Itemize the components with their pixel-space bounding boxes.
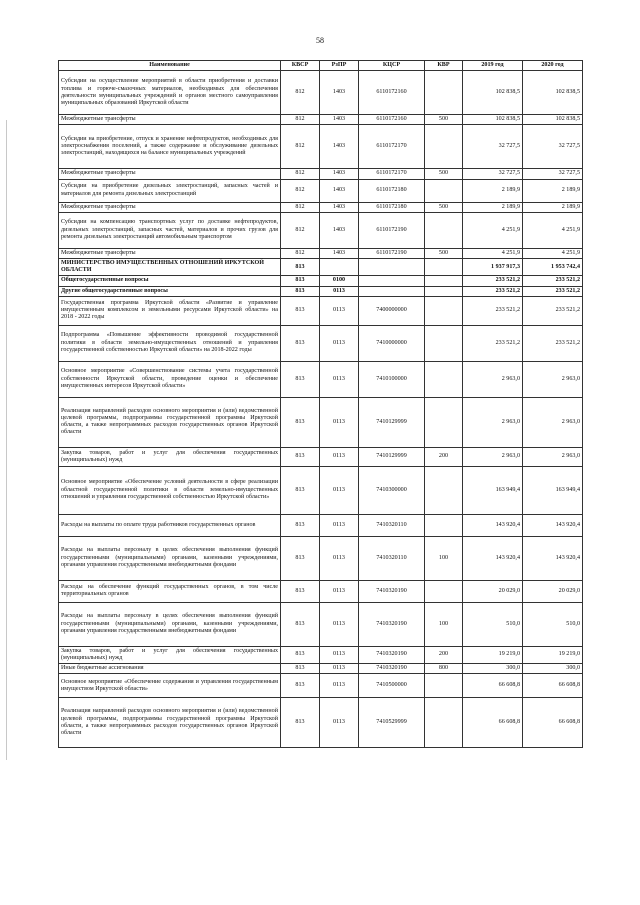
row-kvr [425, 71, 463, 115]
row-name: Межбюджетные трансферты [59, 115, 281, 125]
row-kcsr: 6110172160 [359, 115, 425, 125]
row-2019: 143 920,4 [463, 536, 523, 580]
row-name: Расходы на выплаты персоналу в целях обеспечения выполнения функций государственными (муниципальными) органами, казенными учреждениями, органами управления государственными внебюджетными фондами [59, 536, 281, 580]
row-name: Другие общегосударственные вопросы [59, 286, 281, 296]
row-rzpr: 0113 [320, 514, 359, 536]
row-2019: 66 608,8 [463, 674, 523, 698]
row-name: Субсидии на осуществление мероприятий в области приобретения и доставки топлива и горюче-смазочных материалов, необходимых для обеспечения деятельности муниципальных учреждений и органов местного самоуправления муниципальных образований Иркутской области [59, 71, 281, 115]
row-rzpr: 1403 [320, 125, 359, 169]
row-kvr [425, 286, 463, 296]
row-kvr [425, 276, 463, 286]
row-rzpr: 0113 [320, 698, 359, 748]
table-row [59, 361, 583, 397]
row-2020: 32 727,5 [523, 169, 583, 179]
row-2019: 19 219,0 [463, 646, 523, 663]
row-kcsr: 7410320190 [359, 580, 425, 602]
row-rzpr: 0113 [320, 674, 359, 698]
row-2020: 233 521,2 [523, 276, 583, 286]
row-name: Государственная программа Иркутской области «Развитие и управление имущественным комплексом и земельными ресурсами Иркутской области» на 2018 - 2022 годы [59, 296, 281, 325]
table-row [59, 674, 583, 698]
row-2019: 102 838,5 [463, 115, 523, 125]
row-2019: 2 189,9 [463, 202, 523, 212]
header-kvsr: КВСР [281, 61, 320, 71]
row-name: Основное мероприятие «Совершенствование системы учета государственной собственности Иркутской области, проведение оценки и обеспечение имущественных интересов Иркутской области» [59, 361, 281, 397]
row-2020: 143 920,4 [523, 536, 583, 580]
row-kvr: 800 [425, 664, 463, 674]
table-row [59, 646, 583, 663]
table-row [59, 698, 583, 748]
header-kvr: КВР [425, 61, 463, 71]
row-kvr [425, 296, 463, 325]
row-kcsr: 6110172180 [359, 202, 425, 212]
row-kvsr: 813 [281, 698, 320, 748]
row-rzpr: 0113 [320, 466, 359, 514]
row-name: Субсидии на приобретение дизельных электростанций, запасных частей и материалов для ремонта дизельных электростанций [59, 179, 281, 202]
row-kvsr: 813 [281, 514, 320, 536]
row-kcsr [359, 276, 425, 286]
row-2020: 233 521,2 [523, 286, 583, 296]
row-kvr: 100 [425, 602, 463, 646]
row-kvsr: 813 [281, 286, 320, 296]
row-2020: 1 953 742,4 [523, 258, 583, 275]
table-row [59, 325, 583, 361]
row-2019: 66 608,8 [463, 698, 523, 748]
row-2020: 300,0 [523, 664, 583, 674]
row-name: Субсидии на приобретение, отпуск и хранение нефтепродуктов, необходимых для электроснабжения поселений, а также содержание и обслуживание дизельных электростанций, находящихся на балансе муниципальных учреждений [59, 125, 281, 169]
row-kvsr: 813 [281, 397, 320, 447]
row-kvsr: 813 [281, 258, 320, 275]
table-row [59, 202, 583, 212]
row-2020: 2 963,0 [523, 447, 583, 466]
row-name: Основное мероприятие «Обеспечение условий деятельности в сфере реализации областной государственной политики в области земельно-имущественных отношений и управления государственной собственностью Иркутской области» [59, 466, 281, 514]
row-kvr [425, 258, 463, 275]
row-kvr: 500 [425, 115, 463, 125]
row-2019: 32 727,5 [463, 125, 523, 169]
row-2020: 233 521,2 [523, 325, 583, 361]
row-kcsr: 6110172170 [359, 169, 425, 179]
row-2019: 510,0 [463, 602, 523, 646]
row-kvsr: 812 [281, 169, 320, 179]
row-kvr [425, 397, 463, 447]
row-rzpr [320, 258, 359, 275]
row-rzpr: 0113 [320, 397, 359, 447]
table-row [59, 258, 583, 275]
row-kvr [425, 325, 463, 361]
row-rzpr: 0113 [320, 286, 359, 296]
row-2020: 510,0 [523, 602, 583, 646]
row-name: Реализация направлений расходов основного мероприятия и (или) ведомственной целевой программы, подпрограммы государственной программы Иркутской области, а также непрограммных расходов государственных органов Иркутской области [59, 698, 281, 748]
scan-edge-mark [6, 120, 7, 760]
row-kvr [425, 179, 463, 202]
row-kcsr: 6110172170 [359, 125, 425, 169]
row-2019: 2 963,0 [463, 361, 523, 397]
row-2019: 2 963,0 [463, 397, 523, 447]
row-kcsr: 6110172180 [359, 179, 425, 202]
row-kcsr [359, 258, 425, 275]
row-2020: 20 029,0 [523, 580, 583, 602]
row-2019: 20 029,0 [463, 580, 523, 602]
budget-table [58, 60, 583, 748]
row-2020: 2 963,0 [523, 397, 583, 447]
table-row [59, 169, 583, 179]
row-kvsr: 812 [281, 115, 320, 125]
row-rzpr: 0113 [320, 580, 359, 602]
row-name: Подпрограмма «Повышение эффективности проводимой государственной политики в области земельно-имущественных отношений и управления государственной собственностью Иркутской области» на 2018-2022 годы [59, 325, 281, 361]
row-kcsr: 7410320190 [359, 664, 425, 674]
row-2020: 2 963,0 [523, 361, 583, 397]
row-rzpr: 1403 [320, 248, 359, 258]
row-name: Расходы на выплаты по оплате труда работников государственных органов [59, 514, 281, 536]
row-name: МИНИСТЕРСТВО ИМУЩЕСТВЕННЫХ ОТНОШЕНИЙ ИРКУТСКОЙ ОБЛАСТИ [59, 258, 281, 275]
row-name: Субсидии на компенсацию транспортных услуг по доставке нефтепродуктов, дизельных электростанций, запасных частей, материалов и прочих грузов для ремонта дизельных электростанций автомобильным транспортом [59, 212, 281, 248]
table-body [59, 71, 583, 748]
row-kvsr: 813 [281, 296, 320, 325]
row-kvr [425, 466, 463, 514]
row-2020: 163 949,4 [523, 466, 583, 514]
row-name: Межбюджетные трансферты [59, 169, 281, 179]
row-kvsr: 813 [281, 536, 320, 580]
table-header-row [59, 61, 583, 71]
row-name: Основное мероприятие «Обеспечение содержания и управления государственным имуществом Иркутской области» [59, 674, 281, 698]
row-2019: 4 251,9 [463, 248, 523, 258]
row-2020: 102 838,5 [523, 115, 583, 125]
row-kvr [425, 514, 463, 536]
row-rzpr: 0113 [320, 602, 359, 646]
row-kcsr: 7410320190 [359, 602, 425, 646]
table-row [59, 212, 583, 248]
table-row [59, 276, 583, 286]
row-kvsr: 813 [281, 361, 320, 397]
row-kvr: 500 [425, 169, 463, 179]
header-2020: 2020 год [523, 61, 583, 71]
row-2019: 233 521,2 [463, 325, 523, 361]
row-kvsr: 813 [281, 674, 320, 698]
row-kvsr: 813 [281, 580, 320, 602]
row-kvr [425, 698, 463, 748]
row-rzpr: 1403 [320, 202, 359, 212]
row-rzpr: 0113 [320, 646, 359, 663]
row-2019: 4 251,9 [463, 212, 523, 248]
row-name: Общегосударственные вопросы [59, 276, 281, 286]
row-2019: 102 838,5 [463, 71, 523, 115]
header-rzpr: РзПР [320, 61, 359, 71]
row-kcsr: 6110172160 [359, 71, 425, 115]
row-kvr [425, 674, 463, 698]
row-2020: 66 608,8 [523, 674, 583, 698]
row-2020: 32 727,5 [523, 125, 583, 169]
row-rzpr: 1403 [320, 179, 359, 202]
row-kvr [425, 212, 463, 248]
table-row [59, 664, 583, 674]
row-2020: 233 521,2 [523, 296, 583, 325]
row-name: Расходы на выплаты персоналу в целях обеспечения выполнения функций государственными (муниципальными) органами, казенными учреждениями, органами управления государственными внебюджетными фондами [59, 602, 281, 646]
table-row [59, 397, 583, 447]
table-row [59, 536, 583, 580]
row-rzpr: 1403 [320, 169, 359, 179]
row-kcsr: 7410129999 [359, 397, 425, 447]
row-rzpr: 1403 [320, 71, 359, 115]
row-kvr: 500 [425, 248, 463, 258]
row-2019: 32 727,5 [463, 169, 523, 179]
row-rzpr: 0113 [320, 664, 359, 674]
row-kcsr: 7410320190 [359, 646, 425, 663]
row-kvr [425, 125, 463, 169]
table-row [59, 466, 583, 514]
row-kcsr: 6110172190 [359, 248, 425, 258]
row-2019: 233 521,2 [463, 276, 523, 286]
row-rzpr: 0100 [320, 276, 359, 286]
row-rzpr: 1403 [320, 115, 359, 125]
row-2019: 233 521,2 [463, 286, 523, 296]
row-kvr: 200 [425, 447, 463, 466]
table-row [59, 286, 583, 296]
row-kvr: 200 [425, 646, 463, 663]
table-row [59, 179, 583, 202]
table-row [59, 514, 583, 536]
row-kcsr [359, 286, 425, 296]
row-kcsr: 6110172190 [359, 212, 425, 248]
table-row [59, 125, 583, 169]
row-2019: 163 949,4 [463, 466, 523, 514]
header-name: Наименование [59, 61, 281, 71]
row-2019: 2 963,0 [463, 447, 523, 466]
row-kvsr: 812 [281, 212, 320, 248]
row-kvsr: 813 [281, 325, 320, 361]
row-2020: 66 608,8 [523, 698, 583, 748]
table-row [59, 580, 583, 602]
row-name: Межбюджетные трансферты [59, 202, 281, 212]
row-kvsr: 813 [281, 602, 320, 646]
row-kvsr: 813 [281, 276, 320, 286]
row-name: Закупка товаров, работ и услуг для обеспечения государственных (муниципальных) нужд [59, 447, 281, 466]
row-kcsr: 7410300000 [359, 466, 425, 514]
row-kcsr: 7410320110 [359, 514, 425, 536]
row-2020: 4 251,9 [523, 212, 583, 248]
table-row [59, 296, 583, 325]
row-kvsr: 813 [281, 466, 320, 514]
row-kvsr: 812 [281, 202, 320, 212]
row-name: Расходы на обеспечение функций государственных органов, в том числе территориальных органов [59, 580, 281, 602]
row-rzpr: 0113 [320, 361, 359, 397]
row-kcsr: 7410320110 [359, 536, 425, 580]
row-kvsr: 813 [281, 664, 320, 674]
row-2020: 2 189,9 [523, 179, 583, 202]
table-row [59, 447, 583, 466]
row-kvr: 100 [425, 536, 463, 580]
row-kcsr: 7400000000 [359, 296, 425, 325]
row-kvr: 500 [425, 202, 463, 212]
row-name: Межбюджетные трансферты [59, 248, 281, 258]
row-2019: 143 920,4 [463, 514, 523, 536]
row-name: Реализация направлений расходов основного мероприятия и (или) ведомственной целевой программы, подпрограммы государственной программы Иркутской области, а также непрограммных расходов государственных органов Иркутской области [59, 397, 281, 447]
row-rzpr: 0113 [320, 447, 359, 466]
row-2019: 2 189,9 [463, 179, 523, 202]
row-2019: 1 937 917,3 [463, 258, 523, 275]
row-kvsr: 812 [281, 125, 320, 169]
table-row [59, 602, 583, 646]
row-kcsr: 7410100000 [359, 361, 425, 397]
table-row [59, 71, 583, 115]
row-kcsr: 7410529999 [359, 698, 425, 748]
row-2019: 300,0 [463, 664, 523, 674]
row-kvsr: 812 [281, 248, 320, 258]
row-2019: 233 521,2 [463, 296, 523, 325]
header-2019: 2019 год [463, 61, 523, 71]
row-kvsr: 812 [281, 179, 320, 202]
row-rzpr: 1403 [320, 212, 359, 248]
header-kcsr: КЦСР [359, 61, 425, 71]
row-kcsr: 7410500000 [359, 674, 425, 698]
row-kvr [425, 361, 463, 397]
page-number: 58 [316, 36, 324, 45]
row-2020: 4 251,9 [523, 248, 583, 258]
row-name: Закупка товаров, работ и услуг для обеспечения государственных (муниципальных) нужд [59, 646, 281, 663]
row-rzpr: 0113 [320, 325, 359, 361]
row-name: Иные бюджетные ассигнования [59, 664, 281, 674]
row-kvsr: 813 [281, 646, 320, 663]
row-2020: 143 920,4 [523, 514, 583, 536]
row-2020: 2 189,9 [523, 202, 583, 212]
row-rzpr: 0113 [320, 296, 359, 325]
row-kcsr: 7410000000 [359, 325, 425, 361]
row-kvsr: 813 [281, 447, 320, 466]
row-kvsr: 812 [281, 71, 320, 115]
row-2020: 102 838,5 [523, 71, 583, 115]
row-kvr [425, 580, 463, 602]
table-row [59, 115, 583, 125]
table-row [59, 248, 583, 258]
row-kcsr: 7410129999 [359, 447, 425, 466]
row-rzpr: 0113 [320, 536, 359, 580]
row-2020: 19 219,0 [523, 646, 583, 663]
